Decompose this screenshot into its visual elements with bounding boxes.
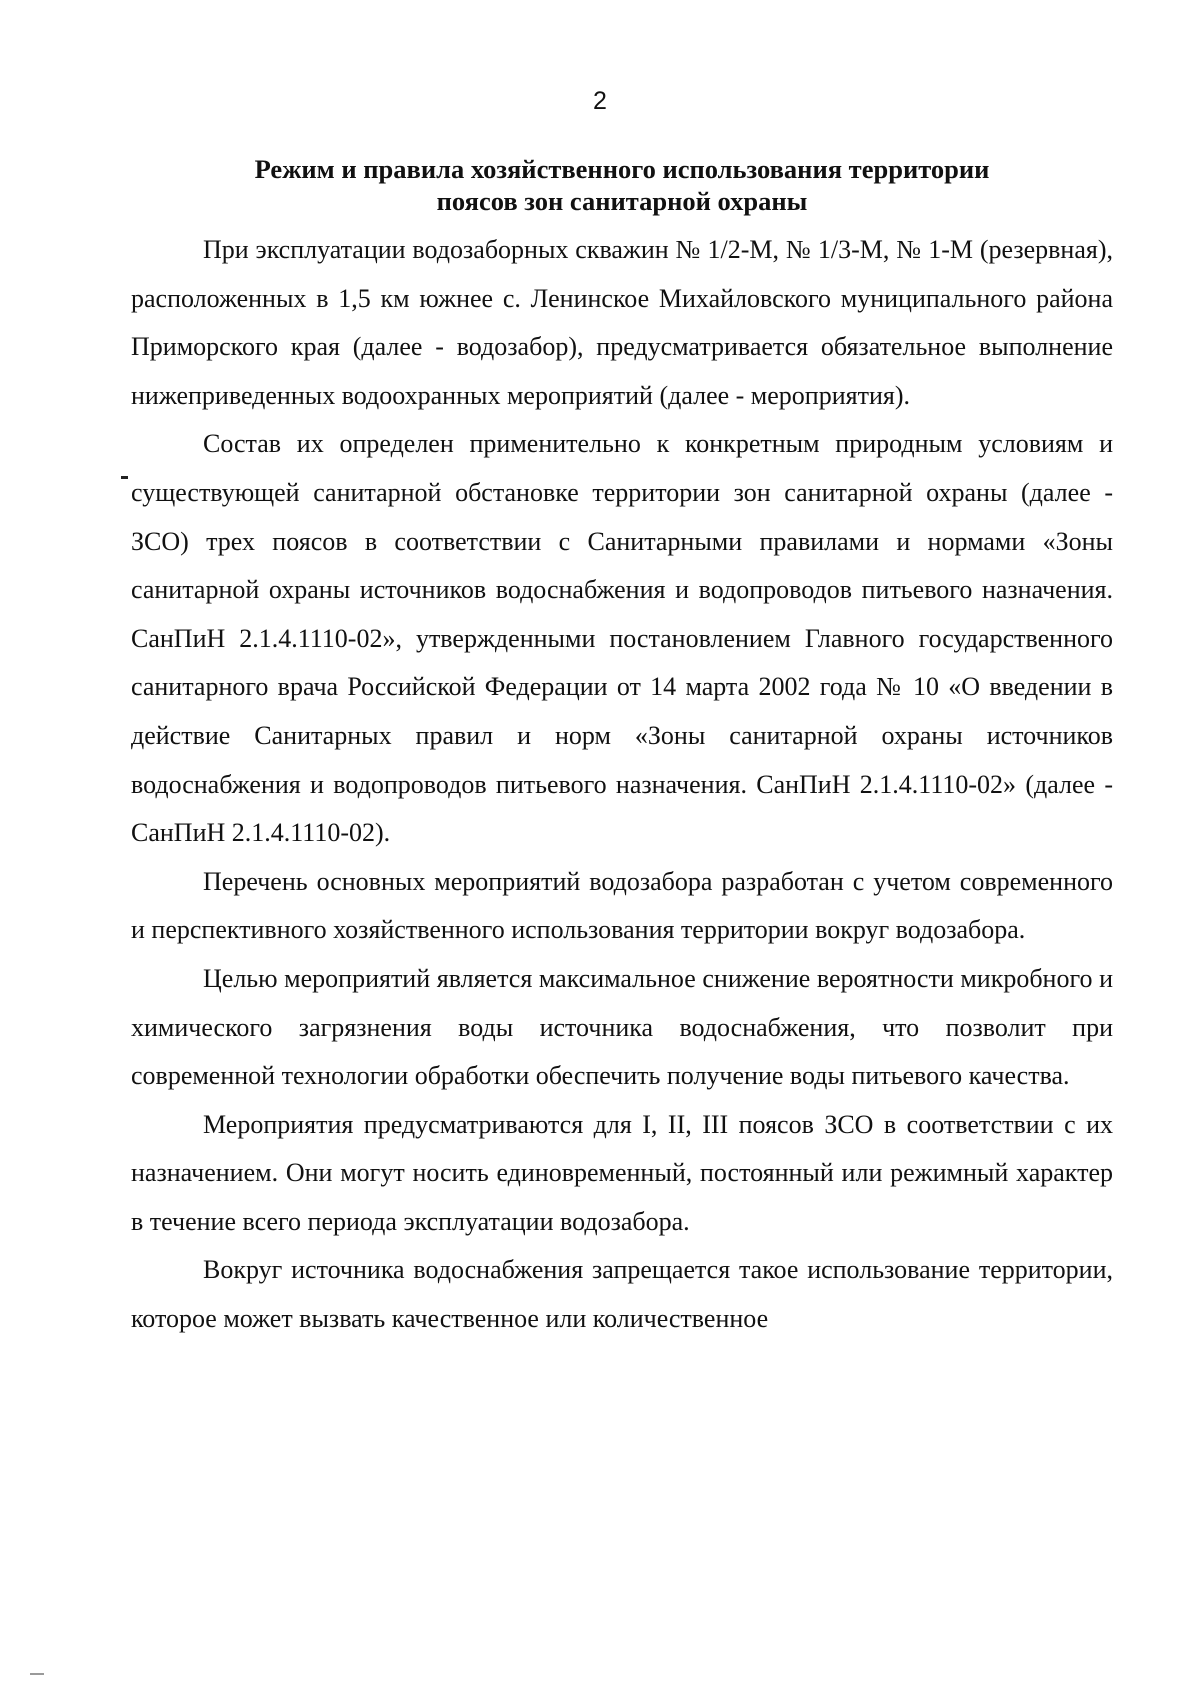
paragraph-4: Целью мероприятий является максимальное снижение вероятности микробного и химического загрязнения воды источника водоснабжения, что позволит при современной технологии обработки обеспечить получение воды питьевого качества. <box>131 963 1113 1091</box>
paragraph-5: Мероприятия предусматриваются для I, II, III поясов ЗСО в соответствии с их назначением. Они могут носить единовременный, постоянный или режимный характер в течение всего периода эксплуатации водозабора. <box>131 1109 1113 1236</box>
paragraph-6: Вокруг источника водоснабжения запрещается такое использование территории, которое может вызвать качественное или количественное <box>131 1255 1113 1334</box>
title-line-2: поясов зон санитарной охраны <box>436 186 808 216</box>
paragraph-3: Перечень основных мероприятий водозабора разработан с учетом современного и перспективного хозяйственного использования территории вокруг водозабора. <box>131 866 1113 945</box>
page-number: 2 <box>593 87 607 115</box>
paragraph-1: При эксплуатации водозаборных скважин № 1/2-М, № 1/3-М, № 1-М (резервная), расположенных в 1,5 км южнее с. Ленинское Михайловского муниципального района Приморского края (далее - водозабор), предусматривается обязательное выполнение нижеприведенных водоохранных мероприятий (далее - мероприятия). <box>131 235 1113 410</box>
paragraph-2: Состав их определен применительно к конкретным природным условиям и существующей санитарной обстановке территории зон санитарной охраны (далее - ЗСО) трех поясов в соответствии с Санитарными правилами и нормами «Зоны санитарной охраны источников водоснабжения и водопроводов питьевого назначения. СанПиН 2.1.4.1110-02», утвержденными постановлением Главного государственного санитарного врача Российской Федерации от 14 марта 2002 года № 10 «О введении в действие Санитарных правил и норм «Зоны санитарной охраны источников водоснабжения и водопроводов питьевого назначения. СанПиН 2.1.4.1110-02» (далее - СанПиН 2.1.4.1110-02). <box>131 429 1113 848</box>
margin-mark <box>121 476 128 479</box>
document-title <box>131 153 1113 217</box>
document-body <box>131 226 1113 1344</box>
title-line-1: Режим и правила хозяйственного использования территории <box>254 154 990 184</box>
scan-artifact <box>30 1673 44 1675</box>
